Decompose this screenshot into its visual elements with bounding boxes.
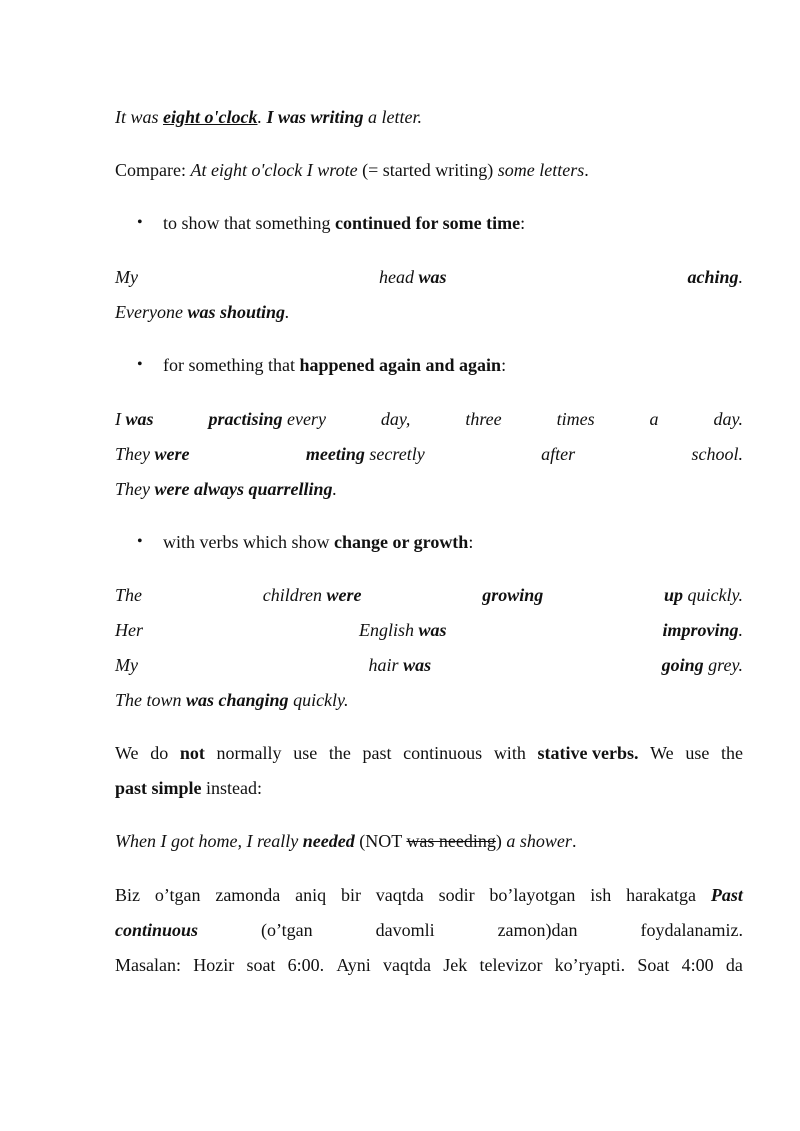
- text-fragment: improving: [662, 620, 739, 640]
- word: past: [362, 743, 392, 763]
- example-eight-oclock: [115, 105, 743, 129]
- text-fragment: It was: [115, 107, 164, 127]
- text-fragment: to show that something: [163, 213, 335, 233]
- text-fragment: for something that: [163, 355, 300, 375]
- text-fragment: ): [495, 831, 507, 851]
- word: three: [465, 409, 502, 429]
- word: continuous: [403, 743, 483, 763]
- text-fragment: They: [115, 444, 155, 464]
- word: sodir: [438, 885, 475, 905]
- word: the: [328, 743, 351, 763]
- word: bo’layotgan: [489, 885, 576, 905]
- word: times: [556, 409, 595, 429]
- text-fragment: :: [501, 355, 507, 375]
- text-fragment: meeting: [305, 444, 365, 464]
- bullet-icon: •: [137, 356, 143, 373]
- word: 6:00.: [287, 955, 325, 975]
- word: not: [179, 743, 205, 763]
- word: da: [725, 955, 743, 975]
- text-fragment: grey.: [703, 655, 743, 675]
- text-fragment: At eight o'clock I wrote: [190, 160, 358, 180]
- word: Jek: [443, 955, 468, 975]
- text-fragment: I: [115, 409, 126, 429]
- example-hair-grey: [115, 653, 743, 677]
- text-fragment: was needing: [406, 831, 496, 851]
- text-fragment: (NOT: [354, 831, 407, 851]
- text-fragment: going: [661, 655, 704, 675]
- text-fragment: were: [154, 444, 190, 464]
- word: My: [115, 267, 138, 287]
- example-quarrelling: [115, 477, 743, 501]
- word: zamon)dan: [497, 920, 578, 940]
- word: o’tgan: [154, 885, 201, 905]
- paragraph-stative-line-1: [115, 741, 743, 765]
- word: day,: [380, 409, 411, 429]
- text-fragment: They: [115, 479, 155, 499]
- word: the: [720, 743, 743, 763]
- word: [263, 583, 362, 607]
- word: Her: [115, 620, 143, 640]
- text-fragment: with verbs which show: [163, 532, 334, 552]
- word: [115, 442, 190, 466]
- word: Ayni: [336, 955, 371, 975]
- text-fragment: .: [584, 160, 589, 180]
- word: We: [115, 743, 139, 763]
- word: ish: [590, 885, 612, 905]
- word: use: [685, 743, 710, 763]
- word: vaqtda: [375, 885, 424, 905]
- word: televizor: [479, 955, 543, 975]
- text-fragment: aching: [687, 267, 739, 287]
- text-fragment: a shower: [506, 831, 572, 851]
- word: do: [150, 743, 169, 763]
- word: soat: [246, 955, 276, 975]
- text-fragment: continued for some time: [335, 213, 521, 233]
- text-fragment: was: [403, 655, 432, 675]
- bullet-icon: •: [137, 214, 143, 231]
- text-fragment: (= started writing): [357, 160, 498, 180]
- text-fragment: up: [663, 585, 683, 605]
- word: bir: [340, 885, 361, 905]
- paragraph-uzbek-line-3: [115, 953, 743, 977]
- text-fragment: secretly: [364, 444, 425, 464]
- paragraph-stative-line-2: [115, 776, 743, 800]
- word: (o’tgan: [261, 920, 313, 940]
- word: 4:00: [681, 955, 714, 975]
- text-fragment: .: [257, 107, 267, 127]
- word: growing: [482, 585, 544, 605]
- word: [359, 618, 447, 642]
- example-children-growing: [115, 583, 743, 607]
- text-fragment: past simple: [115, 778, 202, 798]
- word: after: [541, 444, 576, 464]
- paragraph-uzbek-line-2: [115, 918, 743, 942]
- example-needed-shower: [115, 829, 743, 853]
- text-fragment: Compare:: [115, 160, 191, 180]
- word: Past: [710, 885, 743, 905]
- example-meeting-secretly: [115, 442, 743, 466]
- word: aniq: [295, 885, 327, 905]
- example-head-aching: [115, 265, 743, 289]
- example-practising: [115, 407, 743, 431]
- word: davomli: [375, 920, 435, 940]
- word: continuous: [115, 920, 199, 940]
- text-fragment: happened again and again: [299, 355, 502, 375]
- text-fragment: was changing: [186, 690, 289, 710]
- word: Hozir: [193, 955, 235, 975]
- word: [379, 265, 447, 289]
- word: [664, 583, 743, 607]
- text-fragment: every: [282, 409, 326, 429]
- bullet-text: [163, 353, 506, 377]
- word: [306, 442, 425, 466]
- text-fragment: practising: [208, 409, 283, 429]
- example-english-improving: [115, 618, 743, 642]
- example-everyone-shouting: [115, 300, 743, 324]
- word: foydalanamiz.: [640, 920, 743, 940]
- word: The: [115, 585, 142, 605]
- text-fragment: quickly.: [288, 690, 349, 710]
- bullet-text: [163, 211, 525, 235]
- word: day.: [713, 409, 743, 429]
- text-fragment: .: [571, 831, 577, 851]
- text-fragment: some letters: [497, 160, 585, 180]
- word: Masalan:: [115, 955, 181, 975]
- text-fragment: :: [468, 532, 474, 552]
- word: Biz: [115, 885, 140, 905]
- text-fragment: change or growth: [333, 532, 469, 552]
- text-fragment: children: [262, 585, 327, 605]
- text-fragment: Everyone: [115, 302, 188, 322]
- paragraph-uzbek-line-1: [115, 883, 743, 907]
- text-fragment: When I got home, I really: [115, 831, 303, 851]
- text-fragment: was: [418, 620, 447, 640]
- word: use: [293, 743, 318, 763]
- word: vaqtda: [383, 955, 431, 975]
- text-fragment: .: [738, 620, 743, 640]
- text-fragment: needed: [302, 831, 355, 851]
- text-fragment: was: [125, 409, 154, 429]
- text-fragment: The town: [115, 690, 187, 710]
- text-fragment: English: [358, 620, 419, 640]
- text-fragment: head: [378, 267, 419, 287]
- text-fragment: I was writing: [266, 107, 364, 127]
- word: a: [649, 409, 659, 429]
- text-fragment: eight o'clock: [163, 107, 258, 127]
- word: My: [115, 655, 138, 675]
- text-fragment: instead:: [201, 778, 263, 798]
- text-fragment: .: [738, 267, 743, 287]
- word: zamonda: [215, 885, 281, 905]
- word: with: [493, 743, 526, 763]
- word: [662, 653, 743, 677]
- word: ko’ryapti.: [554, 955, 626, 975]
- text-fragment: were always quarrelling: [154, 479, 333, 499]
- bullet-text: [163, 530, 473, 554]
- word: [115, 407, 154, 431]
- bullet-icon: •: [137, 533, 143, 550]
- text-fragment: .: [332, 479, 338, 499]
- compare-sentence: [115, 158, 743, 182]
- word: harakatga: [626, 885, 697, 905]
- text-fragment: was shouting: [187, 302, 286, 322]
- word: [687, 265, 743, 289]
- text-fragment: were: [326, 585, 362, 605]
- word: We: [650, 743, 674, 763]
- word: [208, 407, 325, 431]
- word: Soat: [637, 955, 670, 975]
- text-fragment: was: [418, 267, 447, 287]
- word: [369, 653, 432, 677]
- word: school.: [691, 444, 743, 464]
- text-fragment: hair: [368, 655, 404, 675]
- word: [662, 618, 743, 642]
- word: normally: [216, 743, 282, 763]
- text-fragment: .: [285, 302, 290, 322]
- example-town-changing: [115, 688, 743, 712]
- word: stative verbs.: [537, 743, 639, 763]
- text-fragment: a letter.: [363, 107, 423, 127]
- text-fragment: :: [520, 213, 526, 233]
- text-fragment: quickly.: [682, 585, 743, 605]
